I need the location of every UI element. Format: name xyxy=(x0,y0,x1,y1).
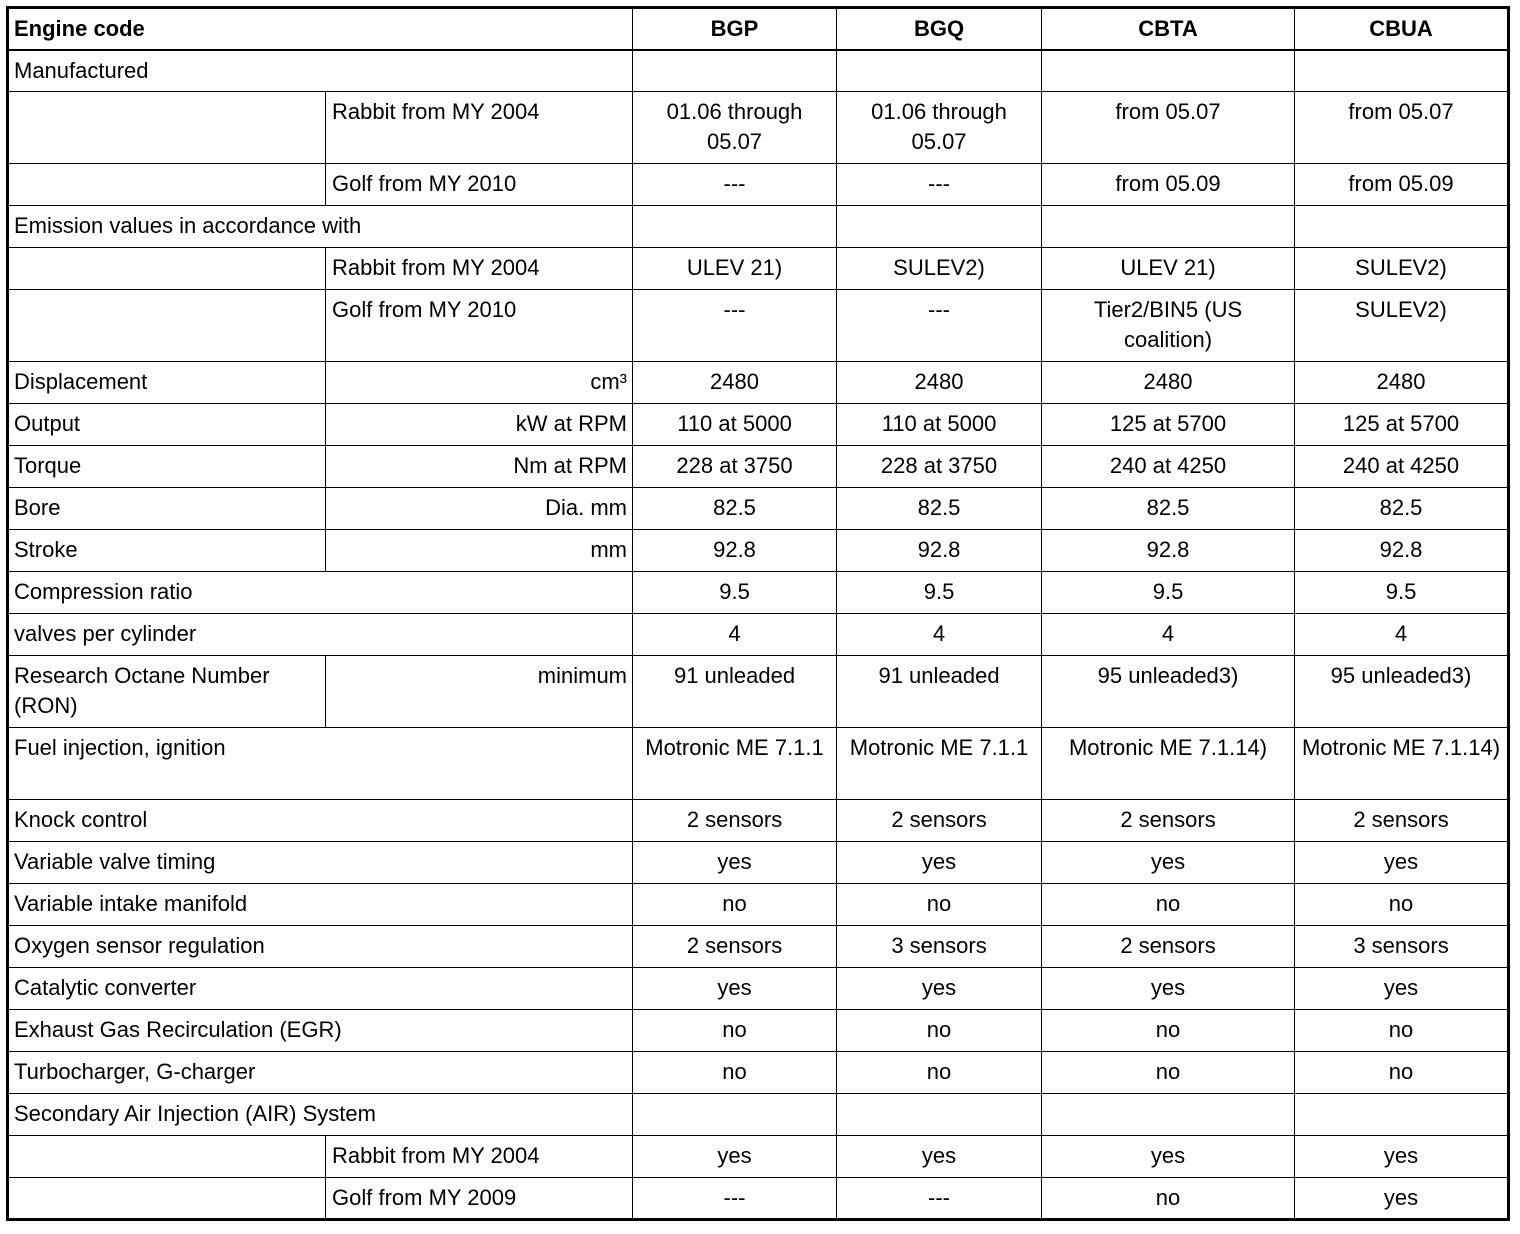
table-row xyxy=(8,884,1509,926)
value-cell-bgq: yes xyxy=(837,842,1042,884)
table-row xyxy=(8,926,1509,968)
section-label: Emission values in accordance with xyxy=(8,206,633,248)
value-cell-bgq: yes xyxy=(837,1136,1042,1178)
row-label: Variable intake manifold xyxy=(8,884,633,926)
table-row xyxy=(8,1178,1509,1220)
table-row xyxy=(8,614,1509,656)
engine-header-cbua: CBUA xyxy=(1295,8,1509,50)
unit-label: Dia. mm xyxy=(326,488,633,530)
value-cell-cbta: from 05.09 xyxy=(1042,164,1295,206)
table-row xyxy=(8,50,1509,92)
row-label: Research Octane Number (RON) xyxy=(8,656,326,728)
value-cell-bgp: 01.06 through 05.07 xyxy=(633,92,837,164)
value-cell-bgq: SULEV2) xyxy=(837,248,1042,290)
engine-spec-table xyxy=(6,6,1510,1221)
value-cell-cbta: ULEV 21) xyxy=(1042,248,1295,290)
value-cell-bgp: 2 sensors xyxy=(633,800,837,842)
value-cell-cbua: 95 unleaded3) xyxy=(1295,656,1509,728)
table-row xyxy=(8,728,1509,800)
value-cell-bgp: ULEV 21) xyxy=(633,248,837,290)
empty-cell-cbta xyxy=(1042,50,1295,92)
value-cell-cbua: yes xyxy=(1295,968,1509,1010)
value-cell-bgp: 228 at 3750 xyxy=(633,446,837,488)
value-cell-cbua: 125 at 5700 xyxy=(1295,404,1509,446)
empty-cell-bgp xyxy=(633,206,837,248)
value-cell-bgq: yes xyxy=(837,968,1042,1010)
unit-label: cm³ xyxy=(326,362,633,404)
section-label: Secondary Air Injection (AIR) System xyxy=(8,1094,633,1136)
table-row xyxy=(8,1010,1509,1052)
value-cell-cbua: from 05.07 xyxy=(1295,92,1509,164)
table-row xyxy=(8,968,1509,1010)
value-cell-cbta: 92.8 xyxy=(1042,530,1295,572)
value-cell-cbta: 2480 xyxy=(1042,362,1295,404)
sub-row-label: Rabbit from MY 2004 xyxy=(326,248,633,290)
row-label: Torque xyxy=(8,446,326,488)
header-row xyxy=(8,8,1509,50)
table-row xyxy=(8,530,1509,572)
row-label: Variable valve timing xyxy=(8,842,633,884)
value-cell-cbta: 9.5 xyxy=(1042,572,1295,614)
value-cell-bgq: 2480 xyxy=(837,362,1042,404)
engine-header-bgq: BGQ xyxy=(837,8,1042,50)
value-cell-cbua: 9.5 xyxy=(1295,572,1509,614)
value-cell-bgq: 228 at 3750 xyxy=(837,446,1042,488)
value-cell-bgp: 92.8 xyxy=(633,530,837,572)
table-row xyxy=(8,248,1509,290)
value-cell-bgq: 3 sensors xyxy=(837,926,1042,968)
value-cell-cbua: from 05.09 xyxy=(1295,164,1509,206)
value-cell-cbta: 2 sensors xyxy=(1042,800,1295,842)
table-row xyxy=(8,572,1509,614)
value-cell-bgp: no xyxy=(633,1052,837,1094)
row-label: Exhaust Gas Recirculation (EGR) xyxy=(8,1010,633,1052)
sub-row-label: Rabbit from MY 2004 xyxy=(326,92,633,164)
value-cell-bgp: 110 at 5000 xyxy=(633,404,837,446)
value-cell-cbta: no xyxy=(1042,1178,1295,1220)
value-cell-cbta: from 05.07 xyxy=(1042,92,1295,164)
value-cell-bgq: no xyxy=(837,884,1042,926)
value-cell-bgp: yes xyxy=(633,968,837,1010)
value-cell-cbta: yes xyxy=(1042,842,1295,884)
value-cell-cbta: yes xyxy=(1042,1136,1295,1178)
value-cell-cbua: SULEV2) xyxy=(1295,248,1509,290)
value-cell-cbta: yes xyxy=(1042,968,1295,1010)
value-cell-cbta: no xyxy=(1042,884,1295,926)
row-label: Compression ratio xyxy=(8,572,633,614)
value-cell-cbua: no xyxy=(1295,1010,1509,1052)
value-cell-bgq: no xyxy=(837,1052,1042,1094)
sub-row-label: Golf from MY 2010 xyxy=(326,164,633,206)
table-row xyxy=(8,206,1509,248)
value-cell-cbua: 3 sensors xyxy=(1295,926,1509,968)
value-cell-cbta: 2 sensors xyxy=(1042,926,1295,968)
engine-code-header: Engine code xyxy=(8,8,633,50)
value-cell-cbta: no xyxy=(1042,1010,1295,1052)
value-cell-bgq: --- xyxy=(837,290,1042,362)
empty-cell-cbua xyxy=(1295,1094,1509,1136)
row-label: Bore xyxy=(8,488,326,530)
indent-cell xyxy=(8,1178,326,1220)
table-row xyxy=(8,404,1509,446)
value-cell-bgp: 9.5 xyxy=(633,572,837,614)
unit-label: Nm at RPM xyxy=(326,446,633,488)
value-cell-bgq: 01.06 through 05.07 xyxy=(837,92,1042,164)
value-cell-cbta: 95 unleaded3) xyxy=(1042,656,1295,728)
indent-cell xyxy=(8,1136,326,1178)
value-cell-bgp: 4 xyxy=(633,614,837,656)
value-cell-cbua: 4 xyxy=(1295,614,1509,656)
table-row xyxy=(8,1136,1509,1178)
value-cell-bgq: 4 xyxy=(837,614,1042,656)
value-cell-bgp: --- xyxy=(633,164,837,206)
value-cell-cbua: Motronic ME 7.1.14) xyxy=(1295,728,1509,800)
row-label: Catalytic converter xyxy=(8,968,633,1010)
table-row xyxy=(8,92,1509,164)
empty-cell-bgq xyxy=(837,50,1042,92)
row-label: Oxygen sensor regulation xyxy=(8,926,633,968)
value-cell-cbta: 4 xyxy=(1042,614,1295,656)
sub-row-label: Rabbit from MY 2004 xyxy=(326,1136,633,1178)
unit-label: mm xyxy=(326,530,633,572)
table-row xyxy=(8,1052,1509,1094)
indent-cell xyxy=(8,164,326,206)
unit-label: minimum xyxy=(326,656,633,728)
table-row xyxy=(8,362,1509,404)
indent-cell xyxy=(8,290,326,362)
value-cell-bgq: Motronic ME 7.1.1 xyxy=(837,728,1042,800)
value-cell-cbua: yes xyxy=(1295,842,1509,884)
value-cell-bgp: Motronic ME 7.1.1 xyxy=(633,728,837,800)
value-cell-cbua: 2480 xyxy=(1295,362,1509,404)
table-row xyxy=(8,1094,1509,1136)
value-cell-bgp: 2 sensors xyxy=(633,926,837,968)
table-row xyxy=(8,164,1509,206)
empty-cell-cbta xyxy=(1042,206,1295,248)
value-cell-bgp: 82.5 xyxy=(633,488,837,530)
value-cell-cbta: 240 at 4250 xyxy=(1042,446,1295,488)
value-cell-cbta: Motronic ME 7.1.14) xyxy=(1042,728,1295,800)
table-row xyxy=(8,656,1509,728)
indent-cell xyxy=(8,248,326,290)
value-cell-bgp: yes xyxy=(633,1136,837,1178)
row-label: Fuel injection, ignition xyxy=(8,728,633,800)
row-label: Stroke xyxy=(8,530,326,572)
value-cell-cbua: 92.8 xyxy=(1295,530,1509,572)
value-cell-cbua: 240 at 4250 xyxy=(1295,446,1509,488)
sub-row-label: Golf from MY 2010 xyxy=(326,290,633,362)
value-cell-bgq: 9.5 xyxy=(837,572,1042,614)
value-cell-cbua: 82.5 xyxy=(1295,488,1509,530)
value-cell-cbta: no xyxy=(1042,1052,1295,1094)
empty-cell-bgq xyxy=(837,206,1042,248)
sub-row-label: Golf from MY 2009 xyxy=(326,1178,633,1220)
row-label: valves per cylinder xyxy=(8,614,633,656)
value-cell-cbua: no xyxy=(1295,1052,1509,1094)
value-cell-cbua: yes xyxy=(1295,1136,1509,1178)
table-row xyxy=(8,488,1509,530)
row-label: Turbocharger, G-charger xyxy=(8,1052,633,1094)
value-cell-bgq: 2 sensors xyxy=(837,800,1042,842)
table-row xyxy=(8,290,1509,362)
value-cell-bgp: no xyxy=(633,884,837,926)
value-cell-bgp: no xyxy=(633,1010,837,1052)
empty-cell-cbta xyxy=(1042,1094,1295,1136)
value-cell-cbta: 82.5 xyxy=(1042,488,1295,530)
value-cell-bgq: --- xyxy=(837,164,1042,206)
empty-cell-cbua xyxy=(1295,50,1509,92)
value-cell-bgq: no xyxy=(837,1010,1042,1052)
table-row xyxy=(8,800,1509,842)
section-label: Manufactured xyxy=(8,50,633,92)
value-cell-cbua: SULEV2) xyxy=(1295,290,1509,362)
value-cell-bgp: --- xyxy=(633,1178,837,1220)
empty-cell-cbua xyxy=(1295,206,1509,248)
value-cell-bgq: --- xyxy=(837,1178,1042,1220)
value-cell-bgp: 91 unleaded xyxy=(633,656,837,728)
row-label: Displacement xyxy=(8,362,326,404)
value-cell-bgp: yes xyxy=(633,842,837,884)
engine-header-cbta: CBTA xyxy=(1042,8,1295,50)
row-label: Knock control xyxy=(8,800,633,842)
value-cell-cbta: 125 at 5700 xyxy=(1042,404,1295,446)
engine-header-bgp: BGP xyxy=(633,8,837,50)
table-row xyxy=(8,842,1509,884)
value-cell-cbua: 2 sensors xyxy=(1295,800,1509,842)
table-row xyxy=(8,446,1509,488)
empty-cell-bgq xyxy=(837,1094,1042,1136)
value-cell-cbua: no xyxy=(1295,884,1509,926)
value-cell-bgq: 92.8 xyxy=(837,530,1042,572)
value-cell-bgq: 91 unleaded xyxy=(837,656,1042,728)
value-cell-bgq: 110 at 5000 xyxy=(837,404,1042,446)
unit-label: kW at RPM xyxy=(326,404,633,446)
value-cell-bgp: 2480 xyxy=(633,362,837,404)
value-cell-bgp: --- xyxy=(633,290,837,362)
indent-cell xyxy=(8,92,326,164)
value-cell-cbta: Tier2/BIN5 (US coalition) xyxy=(1042,290,1295,362)
value-cell-cbua: yes xyxy=(1295,1178,1509,1220)
row-label: Output xyxy=(8,404,326,446)
value-cell-bgq: 82.5 xyxy=(837,488,1042,530)
empty-cell-bgp xyxy=(633,50,837,92)
empty-cell-bgp xyxy=(633,1094,837,1136)
